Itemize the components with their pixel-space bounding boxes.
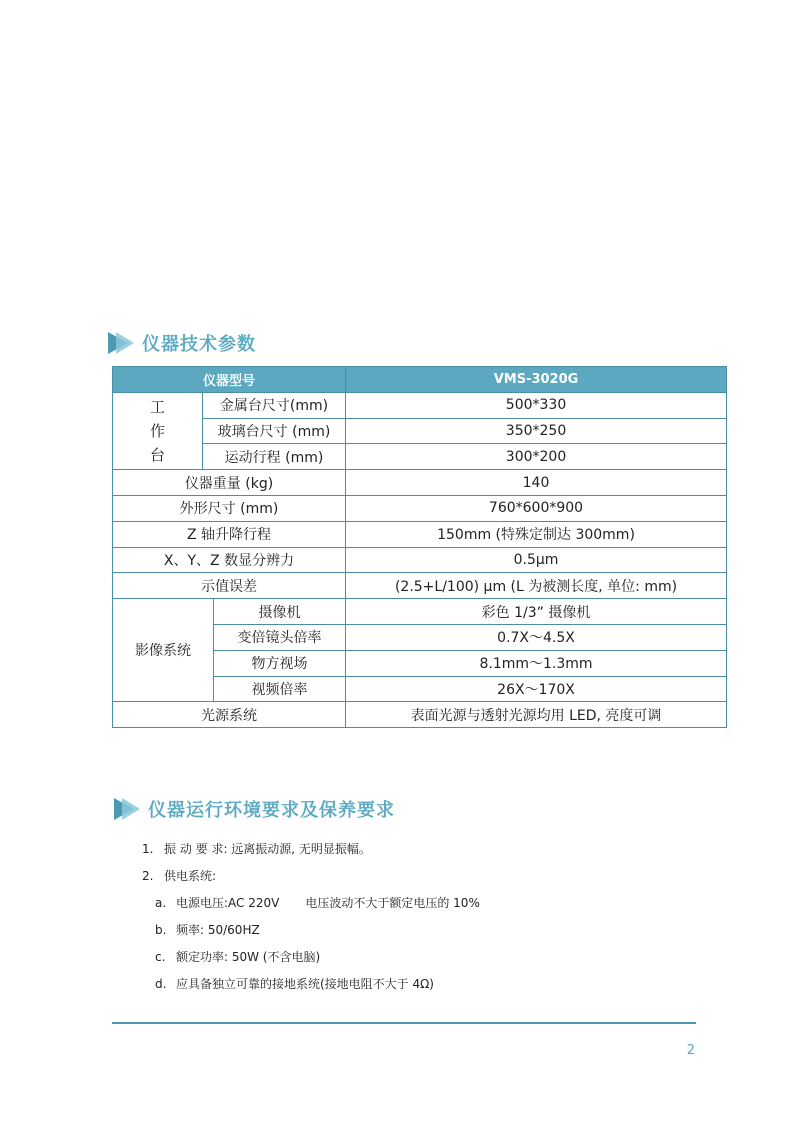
row-label: 示值误差 [113, 573, 346, 599]
row-label: 物方视场 [214, 650, 346, 676]
list-marker: b. [155, 923, 167, 937]
table-row [113, 392, 727, 418]
row-value: 760*600*900 [346, 495, 727, 521]
row-label: 运动行程 (mm) [203, 444, 346, 470]
row-label: 金属台尺寸(mm) [203, 392, 346, 418]
requirements-list [142, 840, 480, 1002]
table-row [113, 495, 727, 521]
row-value: 0.7X～4.5X [346, 624, 727, 650]
list-text: 供电系统: [164, 869, 217, 883]
list-item [155, 894, 480, 921]
row-label: 视频倍率 [214, 676, 346, 702]
list-text: 振 动 要 求: 远离振动源, 无明显振幅。 [164, 842, 371, 856]
row-label: 外形尺寸 (mm) [113, 495, 346, 521]
imaging-group-label: 影像系统 [113, 599, 214, 702]
row-value: (2.5+L/100) μm (L 为被测长度, 单位: mm) [346, 573, 727, 599]
list-item [155, 921, 480, 948]
row-label: 摄像机 [214, 599, 346, 625]
section-title: 仪器技术参数 [142, 334, 256, 355]
table-row [113, 444, 727, 470]
list-marker: a. [155, 896, 167, 910]
row-value: 500*330 [346, 392, 727, 418]
row-value: 150mm (特殊定制达 300mm) [346, 521, 727, 547]
list-marker: c. [155, 950, 166, 964]
list-item [155, 948, 480, 975]
row-value: 0.5μm [346, 547, 727, 573]
list-text: 额定功率: 50W (不含电脑) [176, 950, 321, 964]
row-value: 彩色 1/3” 摄像机 [346, 599, 727, 625]
triangle-arrow-icon [114, 796, 140, 822]
list-extra: 电压波动不大于额定电压的 10% [305, 896, 480, 910]
row-label: 光源系统 [113, 702, 346, 728]
row-value: 300*200 [346, 444, 727, 470]
table-row [113, 702, 727, 728]
list-text: 频率: 50/60HZ [176, 923, 260, 937]
row-label: 仪器重量 (kg) [113, 470, 346, 496]
list-number: 2. [142, 869, 154, 883]
row-label: 变倍镜头倍率 [214, 624, 346, 650]
worktable-group-label: 工 作 台 [113, 392, 203, 469]
header-label: 仪器型号 [113, 367, 346, 393]
footer-divider [112, 1022, 696, 1024]
row-label: 玻璃台尺寸 (mm) [203, 418, 346, 444]
list-marker: d. [155, 977, 167, 991]
table-header-row [113, 367, 727, 393]
table-row [113, 470, 727, 496]
header-value: VMS-3020G [346, 367, 727, 393]
spec-table [112, 366, 727, 728]
table-row [113, 573, 727, 599]
row-value: 8.1mm～1.3mm [346, 650, 727, 676]
page-number: 2 [686, 1043, 695, 1058]
list-number: 1. [142, 842, 154, 856]
row-value: 26X～170X [346, 676, 727, 702]
section-title: 仪器运行环境要求及保养要求 [148, 800, 395, 821]
section-heading-specs [108, 330, 256, 356]
section-heading-environment [114, 796, 395, 822]
row-value: 表面光源与透射光源均用 LED, 亮度可调 [346, 702, 727, 728]
row-value: 350*250 [346, 418, 727, 444]
table-row [113, 521, 727, 547]
table-row [113, 418, 727, 444]
list-item [155, 975, 480, 1002]
row-label: Z 轴升降行程 [113, 521, 346, 547]
table-row [113, 599, 727, 625]
row-label: X、Y、Z 数显分辨力 [113, 547, 346, 573]
list-text: 应具备独立可靠的接地系统(接地电阻不大于 4Ω) [176, 977, 434, 991]
list-text: 电源电压:AC 220V [176, 896, 280, 910]
power-sub-list [155, 894, 480, 1002]
triangle-arrow-icon [108, 330, 134, 356]
table-row [113, 547, 727, 573]
list-item [142, 840, 480, 867]
list-item [142, 867, 480, 894]
row-value: 140 [346, 470, 727, 496]
